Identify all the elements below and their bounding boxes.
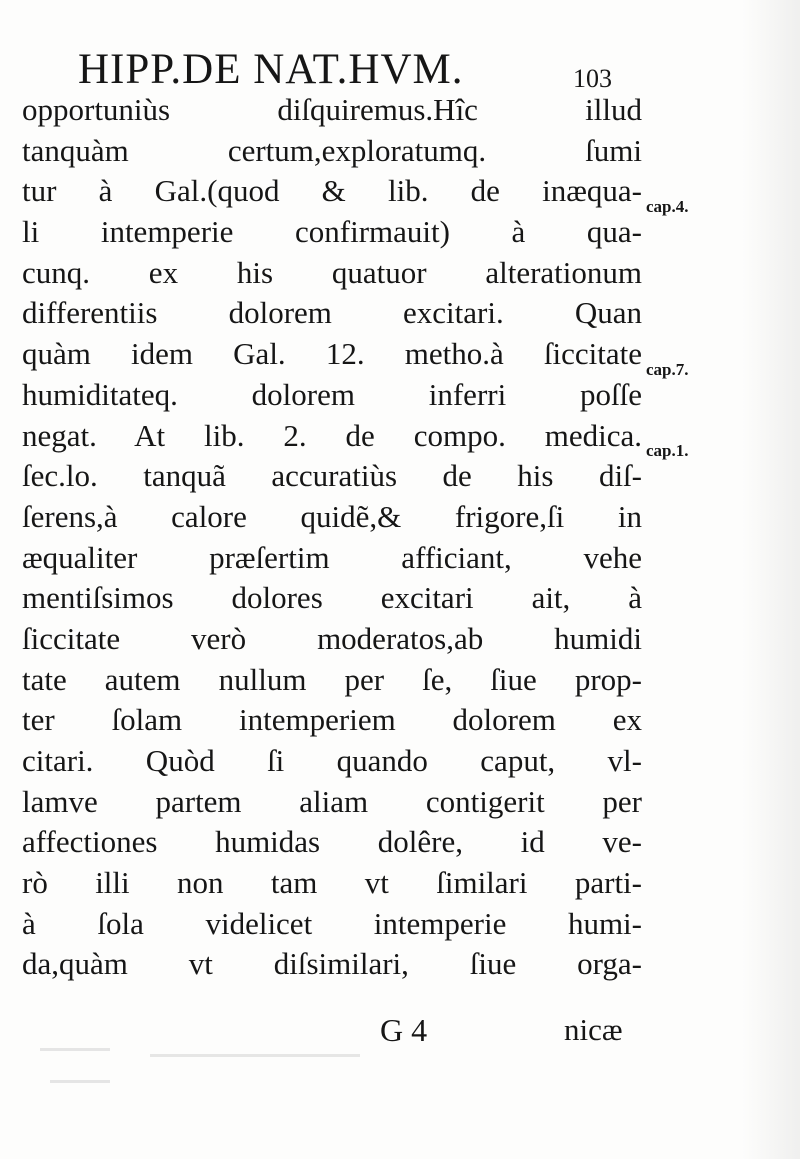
running-head-title: HIPP.DE NAT.HVM. bbox=[78, 46, 464, 93]
text-line: ſiccitate verò moderatos,ab humidi bbox=[22, 620, 642, 656]
text-line: tanquàm certum,exploratumq. ſumi bbox=[22, 132, 642, 168]
body-text bbox=[22, 90, 642, 985]
margin-note: cap.1. bbox=[646, 441, 689, 460]
bleed-stroke bbox=[40, 1048, 110, 1051]
signature-mark: G 4 bbox=[380, 1012, 428, 1048]
catchword: nicæ bbox=[564, 1012, 623, 1047]
page-footer bbox=[380, 1010, 640, 1054]
text-line: quàm idem Gal. 12. metho.à ſiccitate bbox=[22, 336, 642, 372]
text-line: tate autem nullum per ſe, ſiue prop- bbox=[22, 661, 642, 697]
text-line: à ſola videlicet intemperie humi- bbox=[22, 905, 642, 941]
text-line: li intemperie confirmauit) à qua- bbox=[22, 214, 642, 250]
text-line: differentiis dolorem excitari. Quan bbox=[22, 295, 642, 331]
bleed-stroke bbox=[50, 1080, 110, 1083]
text-line: tur à Gal.(quod & lib. de inæqua- bbox=[22, 173, 642, 209]
text-line: humiditateq. dolorem inferri poſſe bbox=[22, 376, 642, 412]
bleed-stroke bbox=[150, 1054, 360, 1057]
margin-note: cap.4. bbox=[646, 197, 689, 216]
text-line: æqualiter præſertim afficiant, vehe bbox=[22, 539, 642, 575]
text-line: ter ſolam intemperiem dolorem ex bbox=[22, 702, 642, 738]
text-line: rò illi non tam vt ſimilari parti- bbox=[22, 865, 642, 901]
show-through-bleed bbox=[40, 1040, 400, 1100]
text-line: negat. At lib. 2. de compo. medica. bbox=[22, 417, 642, 453]
margin-note: cap.7. bbox=[646, 360, 689, 379]
text-line: citari. Quòd ſi quando caput, vl- bbox=[22, 743, 642, 778]
page-gutter-shadow bbox=[742, 0, 800, 1159]
text-line: opportuniùs diſquiremus.Hîc illud bbox=[22, 92, 642, 127]
text-line: ſerens,à calore quidẽ,& frigore,ſi in bbox=[22, 498, 642, 534]
text-line: mentiſsimos dolores excitari ait, à bbox=[22, 580, 642, 616]
text-line: affectiones humidas dolêre, id ve- bbox=[22, 824, 642, 860]
text-line: da,quàm vt diſsimilari, ſiue orga- bbox=[22, 946, 642, 982]
page-number: 103 bbox=[573, 64, 612, 93]
text-line: ſec.lo. tanquã accuratiùs de his diſ- bbox=[22, 458, 642, 494]
text-line: lamve partem aliam contigerit per bbox=[22, 783, 642, 819]
text-line: cunq. ex his quatuor alterationum bbox=[22, 254, 642, 290]
